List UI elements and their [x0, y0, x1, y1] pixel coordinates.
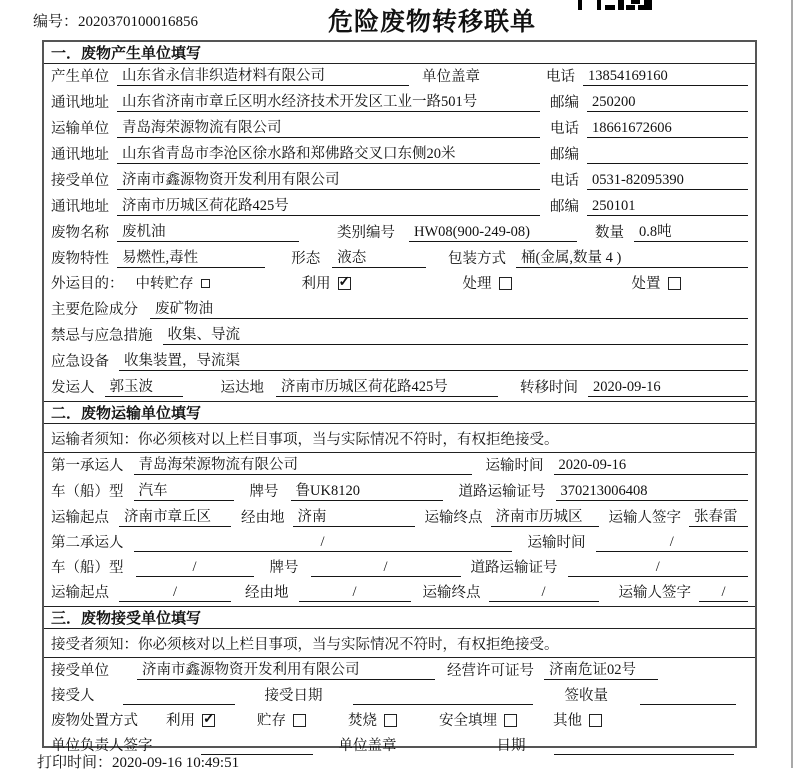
quantity-label: 数量	[595, 225, 624, 241]
checkbox-disposal-landfill	[504, 714, 517, 727]
zip-label: 邮编	[550, 147, 579, 163]
destination-value: 济南市历城区荷花路425号	[276, 375, 498, 397]
purpose-option-utilize: 利用 ✓	[302, 272, 351, 293]
qr-code-fragment	[578, 0, 656, 10]
disposal-option-storage: 贮存	[257, 709, 306, 730]
license-value: 济南危证02号	[544, 658, 658, 680]
row-producer-address	[44, 90, 755, 116]
route1-signature: 张春雷	[689, 505, 748, 527]
transporter-address: 山东省青岛市李沧区徐水路和郑佛路交叉口东侧20米	[117, 142, 540, 164]
equipment-value: 收集装置，导流渠	[119, 349, 748, 371]
producer-phone: 13854169160	[583, 68, 748, 86]
row-emergency-equipment	[44, 349, 755, 375]
row-vehicle1	[44, 479, 755, 505]
serial-label: 编号：	[33, 14, 79, 30]
route1-start-label: 运输起点	[51, 510, 109, 526]
accept-date-value	[353, 704, 533, 705]
plate-value: 鲁UK8120	[291, 479, 443, 501]
row-accept-unit	[44, 658, 755, 684]
permit-value: 370213006408	[556, 483, 749, 501]
purpose-option-transfer: 中转贮存	[136, 272, 210, 293]
row-route1	[44, 505, 755, 531]
waste-name-label: 废物名称	[51, 225, 109, 241]
disposal-option-other: 其他	[553, 709, 602, 730]
plate-label: 牌号	[249, 484, 279, 500]
category-code: HW08(900-249-08)	[409, 224, 577, 242]
purpose-option-dispose: 处置	[632, 272, 681, 293]
row-carrier1	[44, 453, 755, 479]
sign-date-label: 日期	[496, 738, 526, 754]
responsible-sign-label: 单位负责人签字	[51, 738, 153, 754]
carrier2-value: /	[134, 534, 512, 552]
row-disposal-method	[44, 709, 755, 734]
accept-date-label: 接受日期	[264, 688, 323, 704]
carrier2-label: 第二承运人	[51, 535, 124, 551]
address-label: 通讯地址	[51, 95, 109, 111]
vehicle2-label: 车（船）型	[51, 560, 124, 576]
packing-value: 桶(金属,数量 4 )	[516, 246, 748, 268]
vehicle1-type: 汽车	[134, 479, 234, 501]
route2-end: /	[489, 584, 599, 602]
disposal-option-incinerate: 焚烧	[348, 709, 397, 730]
print-time-label: 打印时间：	[37, 755, 113, 771]
row-hazard	[44, 297, 755, 323]
equipment-label: 应急设备	[51, 354, 109, 370]
disposal-label: 废物处置方式	[51, 713, 138, 729]
accept-unit-value: 济南市鑫源物资开发利用有限公司	[137, 658, 435, 680]
address-label: 通讯地址	[51, 199, 109, 215]
manifest-table	[42, 40, 757, 754]
serial-value: 2020370100016856	[78, 14, 199, 30]
zip-label: 邮编	[550, 199, 579, 215]
serial-number	[33, 10, 198, 31]
section2-header: 二．废物运输单位填写	[44, 401, 755, 424]
accept-person-value	[123, 704, 235, 705]
via-label: 经由地	[245, 585, 289, 601]
receiver-label: 接受单位	[51, 173, 109, 189]
row-receiver-address	[44, 194, 755, 220]
route2-start: /	[119, 584, 231, 602]
route1-end-label: 运输终点	[424, 510, 483, 526]
address-label: 通讯地址	[51, 147, 109, 163]
transporter-zip	[587, 163, 748, 164]
row-waste-name	[44, 220, 755, 246]
transfer-time-value: 2020-09-16	[588, 379, 748, 397]
phone-label: 电话	[550, 121, 579, 137]
form-value: 液态	[332, 246, 426, 268]
vehicle1-label: 车（船）型	[51, 484, 124, 500]
route1-start: 济南市章丘区	[119, 505, 231, 527]
zip-label: 邮编	[550, 95, 579, 111]
row-dispatch	[44, 375, 755, 401]
checkbox-transfer-storage	[201, 279, 210, 288]
dispatcher-name: 郭玉波	[105, 375, 183, 397]
receiver-address: 济南市历城区荷花路425号	[117, 194, 540, 216]
hazard-value: 废矿物油	[150, 297, 748, 319]
checkbox-treat	[499, 277, 512, 290]
dispatcher-label: 发运人	[51, 380, 95, 396]
row-route2	[44, 581, 755, 606]
emergency-label: 禁忌与应急措施	[51, 328, 153, 344]
purpose-label: 外运目的：	[51, 276, 124, 292]
carrier1-label: 第一承运人	[51, 458, 124, 474]
receiver-zip: 250101	[587, 198, 748, 216]
receiver-phone: 0531-82095390	[587, 172, 748, 190]
route2-via: /	[299, 584, 411, 602]
print-time	[37, 751, 239, 772]
vehicle2-plate: /	[311, 559, 461, 577]
carrier1-value: 青岛海荣源物流有限公司	[134, 453, 472, 475]
row-waste-trait	[44, 246, 755, 272]
row-producer	[44, 64, 755, 90]
section3-notice: 接受者须知：你必须核对以上栏目事项，当与实际情况不符时，有权拒绝接受。	[44, 629, 755, 658]
permit-label: 道路运输证号	[470, 560, 558, 576]
route2-signature: /	[699, 584, 748, 602]
section3-header: 三．废物接受单位填写	[44, 606, 755, 629]
checkbox-disposal-utilize	[202, 714, 215, 727]
destination-label: 运达地	[220, 380, 264, 396]
row-accept-person	[44, 684, 755, 709]
seal-label: 单位盖章	[422, 69, 480, 85]
waste-name: 废机油	[117, 220, 299, 242]
transporter-phone: 18661672606	[587, 120, 748, 138]
row-vehicle2	[44, 556, 755, 581]
route1-via: 济南	[293, 505, 415, 527]
vehicle2-permit: /	[568, 559, 749, 577]
transport-time-label: 运输时间	[485, 458, 544, 474]
trait-label: 废物特性	[51, 251, 109, 267]
row-transporter	[44, 116, 755, 142]
accept-person-label: 接受人	[51, 688, 95, 704]
disposal-option-landfill: 安全填埋	[439, 709, 517, 730]
section2-notice: 运输者须知：你必须核对以上栏目事项，当与实际情况不符时，有权拒绝接受。	[44, 424, 755, 453]
route2-sign-label: 运输人签字	[618, 585, 691, 601]
plate-label: 牌号	[269, 560, 299, 576]
sign-date-value	[554, 754, 735, 755]
route2-end-label: 运输终点	[422, 585, 481, 601]
license-label: 经营许可证号	[447, 663, 534, 679]
via-label: 经由地	[241, 510, 285, 526]
print-time-value: 2020-09-16 10:49:51	[112, 755, 240, 771]
row-transporter-address	[44, 142, 755, 168]
received-qty-label: 签收量	[564, 688, 608, 704]
transfer-time-label: 转移时间	[520, 380, 578, 396]
transport-time-value: 2020-09-16	[554, 457, 749, 475]
checkbox-dispose	[668, 277, 681, 290]
form-label: 形态	[291, 251, 321, 267]
receiver-value: 济南市鑫源物资开发利用有限公司	[117, 168, 540, 190]
emergency-value: 收集、导流	[163, 323, 749, 345]
accept-unit-label: 接受单位	[51, 663, 109, 679]
checkbox-disposal-storage	[293, 714, 306, 727]
row-receiver	[44, 168, 755, 194]
producer-zip: 250200	[587, 94, 748, 112]
row-emergency-measures	[44, 323, 755, 349]
row-carrier2	[44, 531, 755, 556]
producer-value: 山东省永信非织造材料有限公司	[117, 64, 409, 86]
permit-label: 道路运输证号	[458, 484, 546, 500]
page-right-edge	[791, 0, 793, 768]
disposal-option-utilize: 利用 ✓	[166, 709, 215, 730]
checkbox-disposal-incinerate	[384, 714, 397, 727]
producer-address: 山东省济南市章丘区明水经济技术开发区工业一路501号	[117, 90, 540, 112]
row-purpose	[44, 272, 755, 297]
phone-label: 电话	[546, 69, 575, 85]
hazard-label: 主要危险成分	[51, 302, 138, 318]
checkbox-utilize	[338, 277, 351, 290]
unit-seal-label: 单位盖章	[338, 738, 397, 754]
producer-label: 产生单位	[51, 69, 109, 85]
transport-time-label: 运输时间	[527, 535, 586, 551]
transporter-value: 青岛海荣源物流有限公司	[117, 116, 540, 138]
received-qty-value	[640, 704, 736, 705]
route1-end: 济南市历城区	[491, 505, 599, 527]
trait-value: 易燃性,毒性	[117, 246, 265, 268]
quantity-value: 0.8吨	[634, 220, 748, 242]
route2-start-label: 运输起点	[51, 585, 109, 601]
section1-header: 一．废物产生单位填写	[44, 42, 755, 64]
page-title: 危险废物转移联单	[328, 9, 537, 36]
route1-sign-label: 运输人签字	[608, 510, 681, 526]
checkbox-disposal-other	[589, 714, 602, 727]
category-label: 类别编号	[337, 225, 395, 241]
packing-label: 包装方式	[448, 251, 506, 267]
carrier2-time: /	[596, 534, 749, 552]
purpose-option-treat: 处理	[463, 272, 512, 293]
vehicle2-type: /	[136, 559, 254, 577]
phone-label: 电话	[550, 173, 579, 189]
transporter-label: 运输单位	[51, 121, 109, 137]
